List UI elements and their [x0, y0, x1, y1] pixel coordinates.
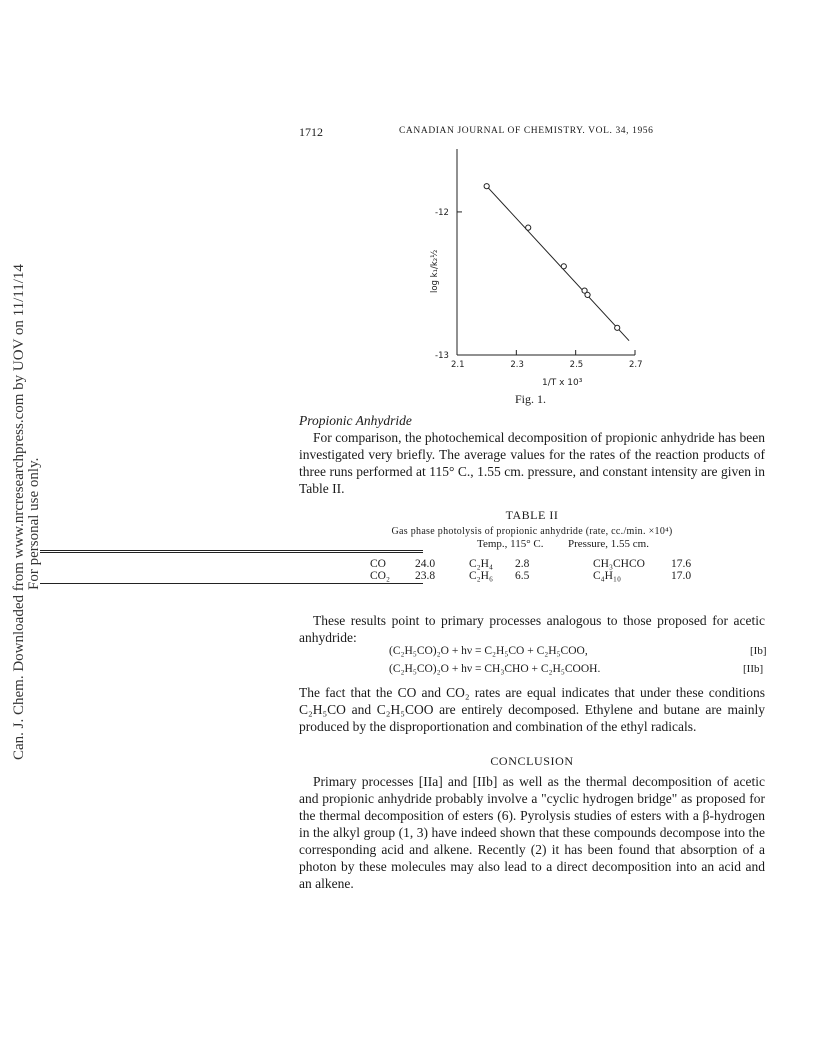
paragraph: These results point to primary processes analogous to those proposed for acetic anhydride: [299, 613, 765, 645]
cell: 17.6 [671, 558, 692, 570]
axes [435, 149, 643, 370]
table-title: TABLE II [505, 508, 559, 522]
table-ii [299, 508, 765, 552]
data-point [615, 325, 620, 330]
paragraph: The fact that the CO and CO₂ rates are equal indicates that under these conditions C₂H₅CO and C₂H₅COO are entirely decomposed. Ethylene and butane are mainly produced by the disproportionation and combination of the ethyl radicals. [299, 685, 765, 734]
x-tick-label: 2.7 [629, 360, 643, 370]
table-pressure: Pressure, 1.55 cm. [568, 538, 649, 550]
conclusion-paragraph: Primary processes [IIa] and [IIb] as well as the thermal decomposition of acetic and propionic anhydride probably involve a "cyclic hydrogen bridge" as proposed for the thermal decomposition of esters (6). Pyrolysis studies of esters with a β-hydrogen in the alkyl group (1, 3) have indeed shown that these compounds decompose into the corresponding acid and alkene. Recently (2) it has been found that absorption of a photon by these molecules may also lead to a direct decomposition into an acid and an alkene. [299, 774, 765, 891]
cell: CO [370, 558, 386, 570]
cell: 6.5 [515, 570, 530, 582]
download-watermark [4, 264, 44, 760]
cell: CH₃CHCO [593, 558, 645, 570]
x-axis-label: 1/T x 10³ [542, 378, 583, 388]
section-heading: Propionic Anhydride [299, 413, 412, 428]
table-top-rule-2 [40, 552, 423, 553]
journal-title: CANADIAN JOURNAL OF CHEMISTRY. VOL. 34, 1956 [399, 126, 654, 136]
equation-1: (C₂H₅CO)₂O + hν = C₂H₅CO + C₂H₅COO, [389, 645, 588, 657]
data-point [561, 264, 566, 269]
table-temp: Temp., 115° C. [477, 538, 544, 550]
figure-caption: Fig. 1. [515, 392, 547, 406]
x-tick-label: 2.1 [451, 360, 465, 370]
equation-2: (C₂H₅CO)₂O + hν = CH₃CHO + C₂H₅COOH. [389, 663, 601, 675]
section-propionic [299, 412, 765, 497]
watermark-line-2: For personal use only. [26, 457, 42, 590]
x-tick-label: 2.3 [510, 360, 524, 370]
paragraph: For comparison, the photochemical decomposition of propionic anhydride has been investigated very briefly. The average values for the rates of the reaction products of three runs performed at 115° C., 1.55 cm. pressure, and constant intensity are given in Table II. [299, 430, 765, 496]
equation-2-label: [IIb] [743, 663, 764, 675]
y-tick-label: -12 [435, 207, 449, 218]
data-point [526, 225, 531, 230]
fit-line [487, 186, 629, 341]
y-axis-label: log k₁/k₂½ [430, 249, 440, 293]
data-point [484, 184, 489, 189]
cell: 17.0 [671, 570, 692, 582]
x-tick-label: 2.5 [569, 360, 584, 370]
cell: C₂H₆ [469, 570, 493, 582]
table-bottom-rule [40, 583, 423, 584]
equation-1-label: [Ib] [750, 645, 767, 657]
y-tick-label: -13 [435, 351, 449, 361]
cell: CO₂ [370, 570, 390, 582]
conclusion-heading: CONCLUSION [490, 754, 574, 768]
page-number: 1712 [299, 125, 323, 139]
table-top-rule [40, 550, 423, 551]
cell: C₂H₄ [469, 558, 493, 570]
table-caption: Gas phase photolysis of propionic anhydride (rate, cc./min. ×10⁴) [391, 526, 673, 537]
cell: 2.8 [515, 558, 530, 570]
figure-1 [410, 148, 670, 408]
data-point [585, 292, 590, 297]
cell: C₄H₁₀ [593, 570, 622, 582]
cell: 23.8 [415, 570, 436, 582]
plot-marks [484, 184, 629, 341]
cell: 24.0 [415, 558, 436, 570]
figure-1-plot [410, 148, 670, 408]
watermark-line-1: Can. J. Chem. Downloaded from www.nrcresearchpress.com by UOV on 11/11/14 [11, 264, 27, 760]
